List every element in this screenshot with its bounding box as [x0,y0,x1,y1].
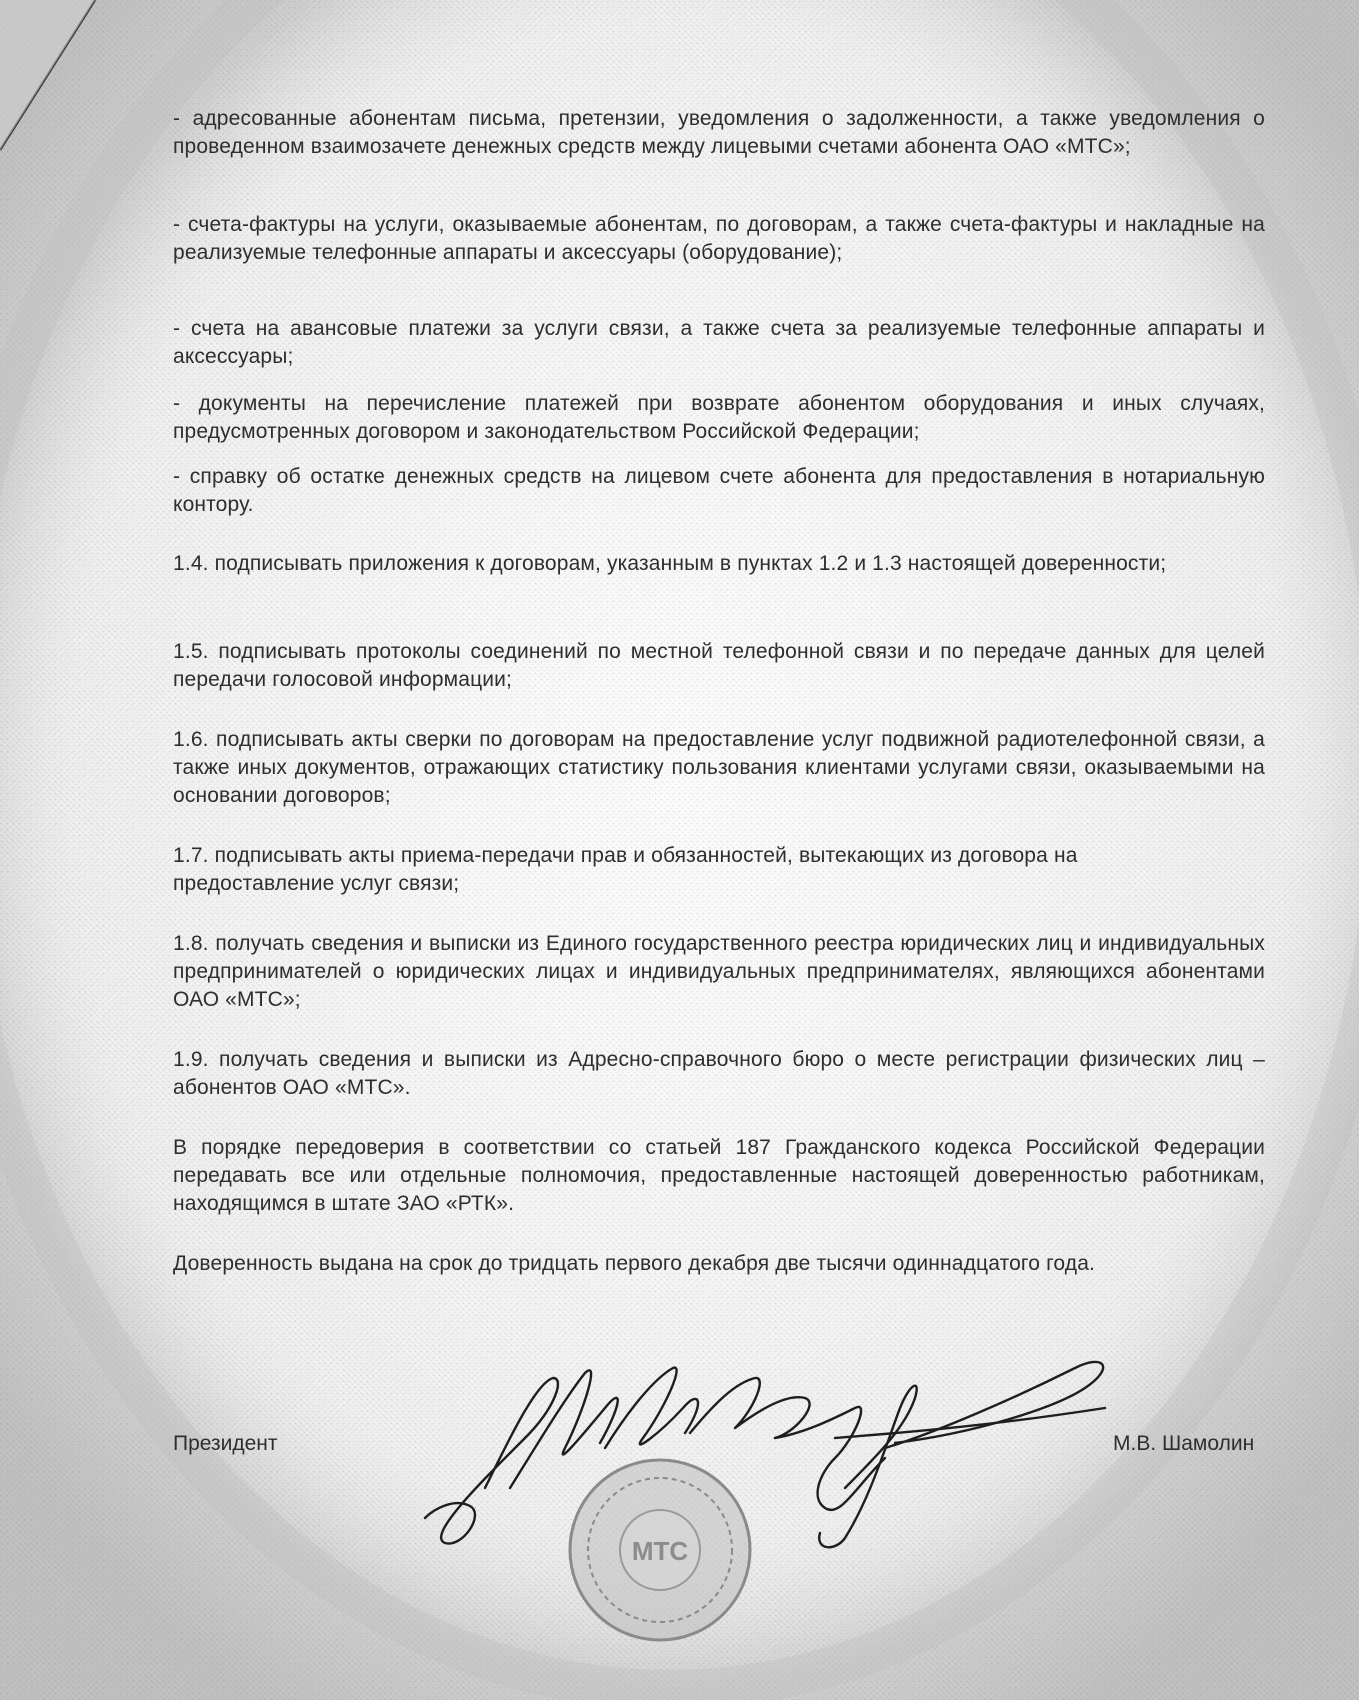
signatory-title: Президент [173,1432,278,1455]
paragraph-1-6: 1.6. подписывать акты сверки по договорам на предоставление услуг подвижной радиотелефонной связи, а также иных документов, отражающих статистику пользования клиентами услугами связи, оказываемыми на основании договоров; [173,728,1265,807]
handwritten-signature [415,1338,1120,1558]
paragraph-1-4: 1.4. подписывать приложения к договорам, указанным в пунктах 1.2 и 1.3 настоящей доверенности; [173,552,1167,575]
paragraph-1-8: 1.8. получать сведения и выписки из Единого государственного реестра юридических лиц и индивидуальных предпринимателей о юридических лицах и индивидуальных предпринимателях, являющихся абонентами ОАО «МТС»; [173,932,1265,1011]
paragraph-invoices: - счета-фактуры на услуги, оказываемые абонентам, по договорам, а также счета-фактуры и накладные на реализуемые телефонные аппараты и аксессуары (оборудование); [173,213,1265,264]
paragraph-advance-payments: - счета на авансовые платежи за услуги связи, а также счета за реализуемые телефонные аппараты и аксессуары; [173,317,1265,368]
paragraph-validity-term: Доверенность выдана на срок до тридцать первого декабря две тысячи одиннадцатого года. [173,1252,1096,1275]
seal-text: МТС [631,1536,689,1566]
paragraph-refund-documents: - документы на перечисление платежей при возврате абонентом оборудования и иных случаях, предусмотренных договором и законодательством Российской Федерации; [173,392,1265,443]
paragraph-letters: - адресованные абонентам письма, претензии, уведомления о задолженности, а также уведомления о проведенном взаимозачете денежных средств между лицевыми счетами абонента ОАО «МТС»; [173,107,1265,158]
paragraph-1-9: 1.9. получать сведения и выписки из Адресно-справочного бюро о месте регистрации физических лиц – абонентов ОАО «МТС». [173,1048,1265,1099]
paragraph-1-5: 1.5. подписывать протоколы соединений по местной телефонной связи и по передаче данных для целей передачи голосовой информации; [173,640,1265,691]
signatory-name: М.В. Шамолин [1113,1432,1255,1455]
paragraph-1-7: 1.7. подписывать акты приема-передачи прав и обязанностей, вытекающих из договора на предоставление услуг связи; [173,844,1078,895]
paragraph-sub-delegation: В порядке передоверия в соответствии со статьей 187 Гражданского кодекса Российской Федерации передавать все или отдельные полномочия, предоставленные настоящей доверенностью работникам, находящимся в штате ЗАО «РТК». [173,1136,1265,1215]
paragraph-balance-certificate: - справку об остатке денежных средств на лицевом счете абонента для предоставления в нотариальную контору. [173,465,1265,516]
